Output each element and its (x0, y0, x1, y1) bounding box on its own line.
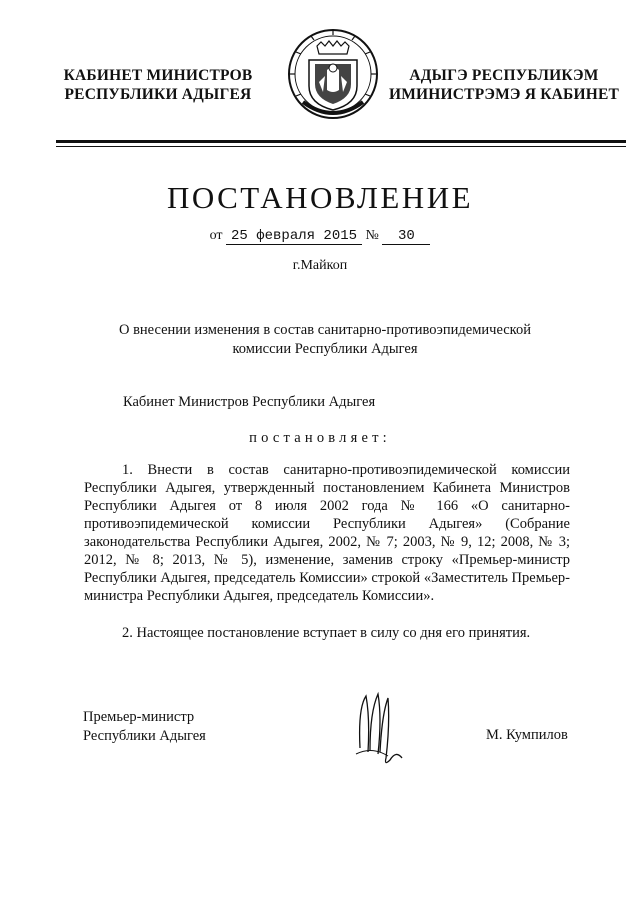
paragraph-1: 1. Внести в состав санитарно-противоэпидемической комиссии Республики Адыгея, утвержденный постановлением Кабинета Министров Республики Адыгея от 8 июля 2002 года № 166 «О санитарно-противоэпидемической комиссии Республики Адыгея» (Собрание законодательства Республики Адыгея, 2002, № 7; 2003, № 9, 12; 2008, № 3; 2012, № 8; 2013, № 5), изменение, заменив строку «Премьер-министр Республики Адыгея, председатель Комиссии» строкой «Заместитель Премьер-министра Республики Адыгея, председатель Комиссии». (84, 462, 570, 604)
issuer-right-line1: АДЫГЭ РЕСПУБЛИКЭМ (409, 67, 599, 84)
intro-text: Кабинет Министров Республики Адыгея (123, 394, 376, 410)
signatory-position (83, 708, 206, 746)
document-title: ПОСТАНОВЛЕНИЕ (166, 180, 474, 215)
document-subject (80, 321, 570, 359)
position-line1: Премьер-министр (83, 709, 195, 725)
city: г.Майкоп (292, 258, 348, 273)
signatory-name: М. Кумпилов (486, 727, 568, 743)
number-label: № (365, 228, 379, 243)
decree-word: постановляет: (249, 430, 391, 446)
subject-line1: О внесении изменения в состав санитарно-противоэпидемической (118, 322, 531, 338)
header-divider-thick (56, 140, 626, 143)
issuer-left-line1: КАБИНЕТ МИНИСТРОВ (63, 67, 253, 84)
date-prefix: от (209, 228, 223, 243)
date-number-line (0, 228, 640, 245)
issuer-left-line2: РЕСПУБЛИКИ АДЫГЕЯ (64, 86, 252, 103)
header-divider-thin (56, 146, 626, 147)
handwritten-signature (352, 688, 407, 770)
document-date: 25 февраля 2015 (226, 228, 362, 245)
paragraph-2: 2. Настоящее постановление вступает в силу со дня его принятия. (122, 625, 531, 641)
document-number: 30 (382, 228, 430, 245)
subject-line2: комиссии Республики Адыгея (232, 341, 418, 357)
issuer-name-russian (58, 66, 258, 104)
position-line2: Республики Адыгея (83, 728, 206, 744)
issuer-name-adyghe (388, 66, 620, 104)
issuer-right-line2: ИМИНИСТРЭМЭ Я КАБИНЕТ (388, 86, 620, 103)
coat-of-arms-icon (285, 24, 381, 128)
